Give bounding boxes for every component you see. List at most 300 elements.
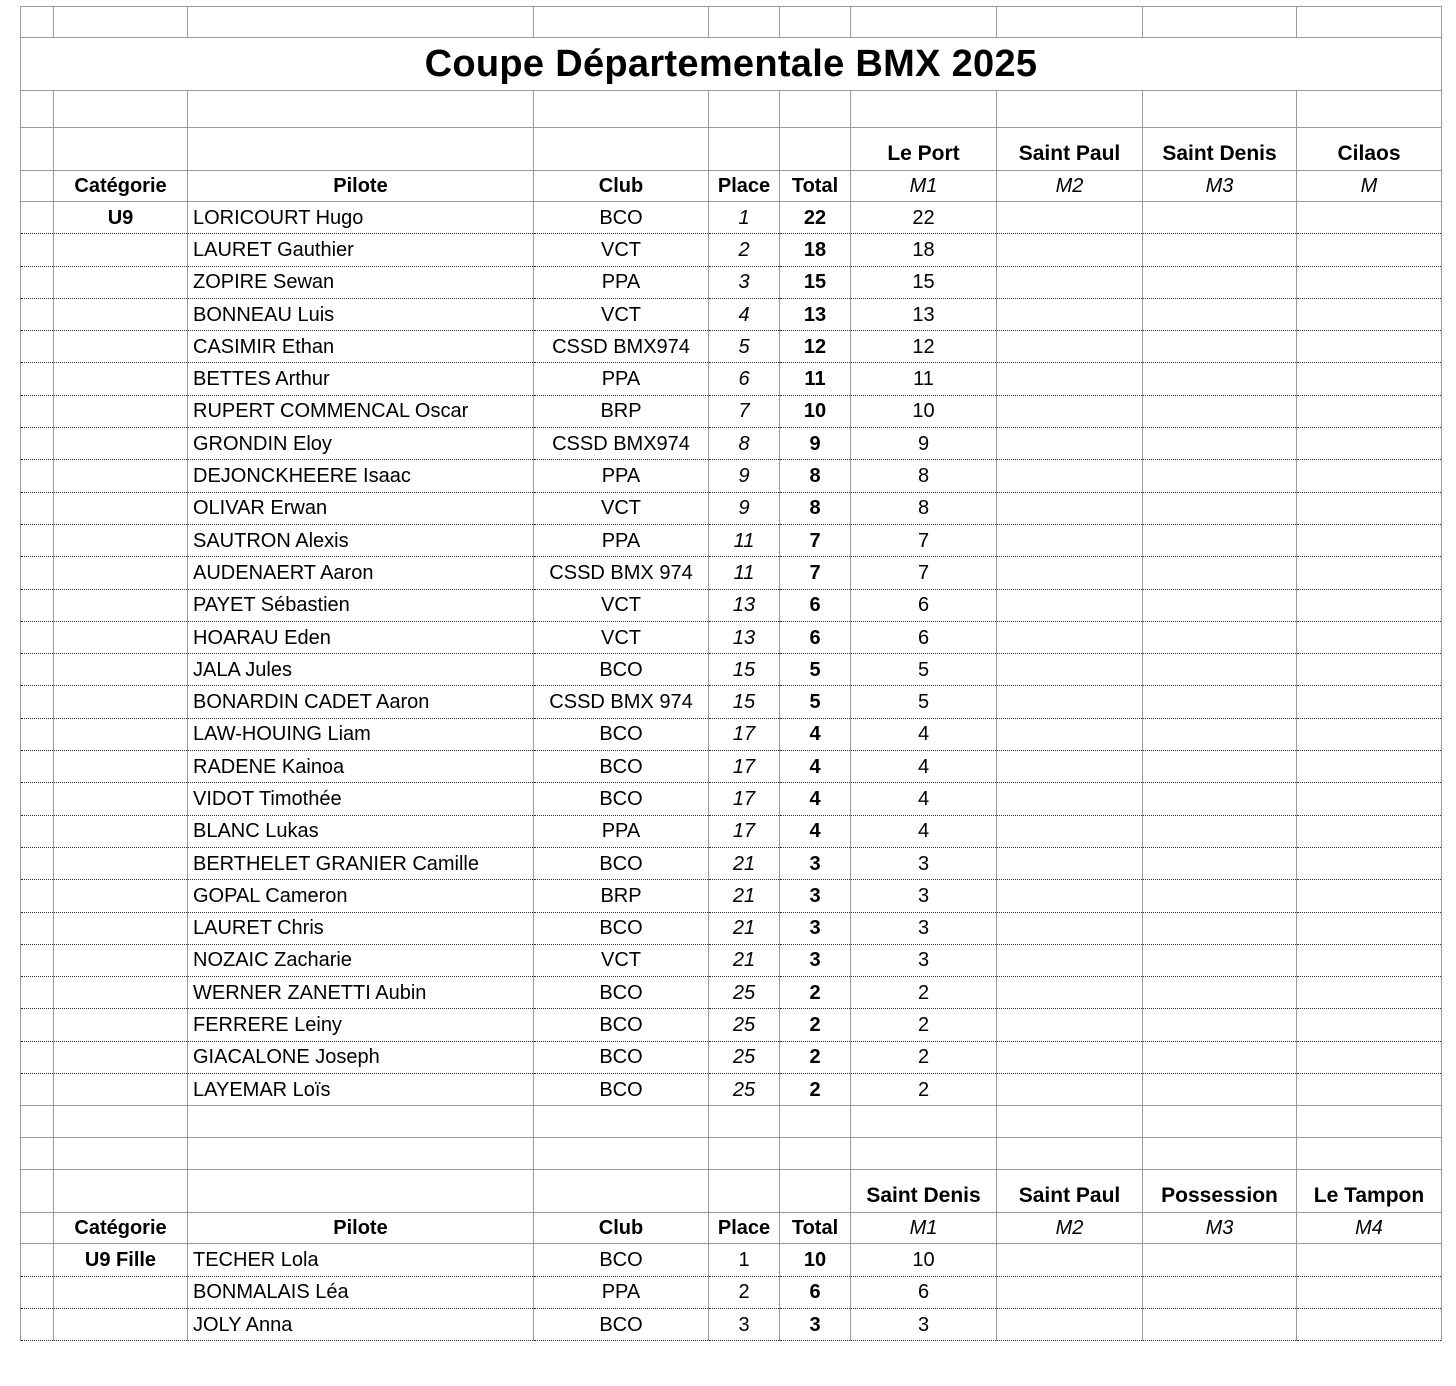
m2-cell[interactable]: [997, 460, 1143, 492]
pilote-cell[interactable]: RADENE Kainoa: [188, 751, 534, 783]
m2-cell[interactable]: [997, 202, 1143, 234]
m1-cell[interactable]: 4: [851, 751, 997, 783]
club-cell[interactable]: BCO: [534, 1244, 709, 1276]
club-cell[interactable]: VCT: [534, 621, 709, 653]
empty-cell[interactable]: [21, 7, 54, 38]
m3-cell[interactable]: [1143, 524, 1297, 556]
total-cell[interactable]: 3: [780, 1308, 851, 1340]
m1-cell[interactable]: 22: [851, 202, 997, 234]
m2-cell[interactable]: [997, 557, 1143, 589]
m2-cell[interactable]: [997, 1009, 1143, 1041]
empty-cell[interactable]: [709, 91, 780, 128]
empty-cell[interactable]: [709, 1170, 780, 1213]
category-cell[interactable]: U9: [54, 202, 188, 234]
empty-cell[interactable]: [21, 91, 54, 128]
total-cell[interactable]: 5: [780, 686, 851, 718]
club-cell[interactable]: BCO: [534, 1074, 709, 1106]
pilote-cell[interactable]: HOARAU Eden: [188, 621, 534, 653]
pilote-cell[interactable]: BERTHELET GRANIER Camille: [188, 847, 534, 879]
empty-cell[interactable]: [21, 1041, 54, 1073]
total-cell[interactable]: 18: [780, 234, 851, 266]
club-cell[interactable]: PPA: [534, 815, 709, 847]
m1-cell[interactable]: 8: [851, 492, 997, 524]
pilote-cell[interactable]: ZOPIRE Sewan: [188, 266, 534, 298]
total-cell[interactable]: 4: [780, 718, 851, 750]
empty-cell[interactable]: [21, 912, 54, 944]
empty-cell[interactable]: [709, 1138, 780, 1170]
m4-cell[interactable]: [1297, 944, 1442, 976]
total-cell[interactable]: 4: [780, 751, 851, 783]
m4-cell[interactable]: [1297, 460, 1442, 492]
m2-cell[interactable]: [997, 266, 1143, 298]
manche-label[interactable]: M2: [997, 171, 1143, 202]
category-cell[interactable]: [54, 1074, 188, 1106]
place-cell[interactable]: 2: [709, 1276, 780, 1308]
m2-cell[interactable]: [997, 912, 1143, 944]
category-cell[interactable]: U9 Fille: [54, 1244, 188, 1276]
empty-cell[interactable]: [780, 91, 851, 128]
empty-cell[interactable]: [21, 1244, 54, 1276]
empty-cell[interactable]: [188, 128, 534, 171]
place-cell[interactable]: 25: [709, 1074, 780, 1106]
empty-cell[interactable]: [54, 128, 188, 171]
empty-cell[interactable]: [54, 1138, 188, 1170]
total-cell[interactable]: 2: [780, 977, 851, 1009]
empty-cell[interactable]: [21, 202, 54, 234]
category-cell[interactable]: [54, 492, 188, 524]
m1-cell[interactable]: 7: [851, 557, 997, 589]
category-cell[interactable]: [54, 847, 188, 879]
header-pilote[interactable]: Pilote: [188, 171, 534, 202]
place-cell[interactable]: 15: [709, 686, 780, 718]
manche-label[interactable]: M1: [851, 171, 997, 202]
race-name[interactable]: Saint Paul: [997, 1170, 1143, 1213]
empty-cell[interactable]: [54, 7, 188, 38]
m4-cell[interactable]: [1297, 912, 1442, 944]
m3-cell[interactable]: [1143, 654, 1297, 686]
club-cell[interactable]: PPA: [534, 460, 709, 492]
m1-cell[interactable]: 9: [851, 428, 997, 460]
m3-cell[interactable]: [1143, 202, 1297, 234]
m4-cell[interactable]: [1297, 266, 1442, 298]
place-cell[interactable]: 1: [709, 1244, 780, 1276]
empty-cell[interactable]: [21, 331, 54, 363]
club-cell[interactable]: BCO: [534, 912, 709, 944]
m2-cell[interactable]: [997, 944, 1143, 976]
pilote-cell[interactable]: RUPERT COMMENCAL Oscar: [188, 395, 534, 427]
m3-cell[interactable]: [1143, 557, 1297, 589]
empty-cell[interactable]: [21, 944, 54, 976]
race-name[interactable]: Saint Denis: [1143, 128, 1297, 171]
m1-cell[interactable]: 15: [851, 266, 997, 298]
category-cell[interactable]: [54, 234, 188, 266]
empty-cell[interactable]: [21, 395, 54, 427]
m4-cell[interactable]: [1297, 847, 1442, 879]
total-cell[interactable]: 7: [780, 524, 851, 556]
place-cell[interactable]: 17: [709, 783, 780, 815]
place-cell[interactable]: 25: [709, 977, 780, 1009]
m3-cell[interactable]: [1143, 621, 1297, 653]
m1-cell[interactable]: 3: [851, 880, 997, 912]
m3-cell[interactable]: [1143, 1041, 1297, 1073]
m4-cell[interactable]: [1297, 686, 1442, 718]
race-name[interactable]: Le Port: [851, 128, 997, 171]
club-cell[interactable]: VCT: [534, 234, 709, 266]
header-pilote[interactable]: Pilote: [188, 1213, 534, 1244]
pilote-cell[interactable]: LAURET Gauthier: [188, 234, 534, 266]
category-cell[interactable]: [54, 557, 188, 589]
empty-cell[interactable]: [21, 1106, 54, 1138]
header-total[interactable]: Total: [780, 171, 851, 202]
m1-cell[interactable]: 6: [851, 621, 997, 653]
pilote-cell[interactable]: GOPAL Cameron: [188, 880, 534, 912]
m4-cell[interactable]: [1297, 331, 1442, 363]
pilote-cell[interactable]: GRONDIN Eloy: [188, 428, 534, 460]
pilote-cell[interactable]: LORICOURT Hugo: [188, 202, 534, 234]
pilote-cell[interactable]: BONARDIN CADET Aaron: [188, 686, 534, 718]
category-cell[interactable]: [54, 621, 188, 653]
empty-cell[interactable]: [534, 1170, 709, 1213]
m2-cell[interactable]: [997, 1041, 1143, 1073]
m2-cell[interactable]: [997, 783, 1143, 815]
m3-cell[interactable]: [1143, 718, 1297, 750]
m1-cell[interactable]: 12: [851, 331, 997, 363]
total-cell[interactable]: 22: [780, 202, 851, 234]
m3-cell[interactable]: [1143, 460, 1297, 492]
category-cell[interactable]: [54, 654, 188, 686]
empty-cell[interactable]: [780, 1170, 851, 1213]
empty-cell[interactable]: [21, 1170, 54, 1213]
m4-cell[interactable]: [1297, 363, 1442, 395]
m3-cell[interactable]: [1143, 751, 1297, 783]
empty-cell[interactable]: [1297, 1138, 1442, 1170]
category-cell[interactable]: [54, 1041, 188, 1073]
category-cell[interactable]: [54, 524, 188, 556]
empty-cell[interactable]: [1297, 1106, 1442, 1138]
m1-cell[interactable]: 4: [851, 815, 997, 847]
club-cell[interactable]: CSSD BMX974: [534, 331, 709, 363]
total-cell[interactable]: 3: [780, 880, 851, 912]
total-cell[interactable]: 9: [780, 428, 851, 460]
pilote-cell[interactable]: DEJONCKHEERE Isaac: [188, 460, 534, 492]
empty-cell[interactable]: [21, 880, 54, 912]
m1-cell[interactable]: 5: [851, 654, 997, 686]
empty-cell[interactable]: [1297, 7, 1442, 38]
m3-cell[interactable]: [1143, 1308, 1297, 1340]
total-cell[interactable]: 3: [780, 912, 851, 944]
place-cell[interactable]: 3: [709, 1308, 780, 1340]
empty-cell[interactable]: [21, 1308, 54, 1340]
total-cell[interactable]: 15: [780, 266, 851, 298]
total-cell[interactable]: 7: [780, 557, 851, 589]
pilote-cell[interactable]: WERNER ZANETTI Aubin: [188, 977, 534, 1009]
empty-cell[interactable]: [534, 1138, 709, 1170]
m1-cell[interactable]: 8: [851, 460, 997, 492]
empty-cell[interactable]: [21, 977, 54, 1009]
club-cell[interactable]: BCO: [534, 783, 709, 815]
total-cell[interactable]: 6: [780, 1276, 851, 1308]
m4-cell[interactable]: [1297, 621, 1442, 653]
m2-cell[interactable]: [997, 621, 1143, 653]
place-cell[interactable]: 17: [709, 751, 780, 783]
category-cell[interactable]: [54, 686, 188, 718]
pilote-cell[interactable]: SAUTRON Alexis: [188, 524, 534, 556]
m2-cell[interactable]: [997, 234, 1143, 266]
m2-cell[interactable]: [997, 331, 1143, 363]
category-cell[interactable]: [54, 266, 188, 298]
m4-cell[interactable]: [1297, 718, 1442, 750]
club-cell[interactable]: CSSD BMX 974: [534, 557, 709, 589]
pilote-cell[interactable]: AUDENAERT Aaron: [188, 557, 534, 589]
m4-cell[interactable]: [1297, 298, 1442, 330]
empty-cell[interactable]: [851, 91, 997, 128]
manche-label[interactable]: M4: [1297, 1213, 1442, 1244]
m4-cell[interactable]: [1297, 428, 1442, 460]
m3-cell[interactable]: [1143, 1074, 1297, 1106]
header-place[interactable]: Place: [709, 1213, 780, 1244]
category-cell[interactable]: [54, 1308, 188, 1340]
m4-cell[interactable]: [1297, 1244, 1442, 1276]
empty-cell[interactable]: [709, 1106, 780, 1138]
m3-cell[interactable]: [1143, 589, 1297, 621]
place-cell[interactable]: 4: [709, 298, 780, 330]
place-cell[interactable]: 3: [709, 266, 780, 298]
m2-cell[interactable]: [997, 751, 1143, 783]
empty-cell[interactable]: [21, 686, 54, 718]
m1-cell[interactable]: 2: [851, 1074, 997, 1106]
pilote-cell[interactable]: JOLY Anna: [188, 1308, 534, 1340]
empty-cell[interactable]: [1143, 1106, 1297, 1138]
pilote-cell[interactable]: OLIVAR Erwan: [188, 492, 534, 524]
empty-cell[interactable]: [1143, 1138, 1297, 1170]
empty-cell[interactable]: [21, 1213, 54, 1244]
manche-label[interactable]: M2: [997, 1213, 1143, 1244]
place-cell[interactable]: 9: [709, 492, 780, 524]
empty-cell[interactable]: [21, 589, 54, 621]
place-cell[interactable]: 13: [709, 589, 780, 621]
m2-cell[interactable]: [997, 395, 1143, 427]
m1-cell[interactable]: 5: [851, 686, 997, 718]
m2-cell[interactable]: [997, 298, 1143, 330]
total-cell[interactable]: 6: [780, 621, 851, 653]
empty-cell[interactable]: [780, 128, 851, 171]
m4-cell[interactable]: [1297, 202, 1442, 234]
club-cell[interactable]: VCT: [534, 589, 709, 621]
m3-cell[interactable]: [1143, 815, 1297, 847]
place-cell[interactable]: 6: [709, 363, 780, 395]
m2-cell[interactable]: [997, 847, 1143, 879]
club-cell[interactable]: CSSD BMX 974: [534, 686, 709, 718]
place-cell[interactable]: 15: [709, 654, 780, 686]
club-cell[interactable]: BCO: [534, 654, 709, 686]
empty-cell[interactable]: [21, 298, 54, 330]
place-cell[interactable]: 9: [709, 460, 780, 492]
place-cell[interactable]: 11: [709, 557, 780, 589]
m1-cell[interactable]: 10: [851, 395, 997, 427]
m3-cell[interactable]: [1143, 363, 1297, 395]
empty-cell[interactable]: [21, 1138, 54, 1170]
category-cell[interactable]: [54, 331, 188, 363]
pilote-cell[interactable]: TECHER Lola: [188, 1244, 534, 1276]
club-cell[interactable]: BCO: [534, 1308, 709, 1340]
m2-cell[interactable]: [997, 492, 1143, 524]
m3-cell[interactable]: [1143, 880, 1297, 912]
total-cell[interactable]: 5: [780, 654, 851, 686]
m1-cell[interactable]: 2: [851, 1009, 997, 1041]
empty-cell[interactable]: [534, 1106, 709, 1138]
m3-cell[interactable]: [1143, 912, 1297, 944]
m3-cell[interactable]: [1143, 266, 1297, 298]
club-cell[interactable]: BCO: [534, 751, 709, 783]
club-cell[interactable]: BCO: [534, 202, 709, 234]
empty-cell[interactable]: [1143, 91, 1297, 128]
race-name[interactable]: Saint Paul: [997, 128, 1143, 171]
manche-label[interactable]: M1: [851, 1213, 997, 1244]
header-place[interactable]: Place: [709, 171, 780, 202]
m3-cell[interactable]: [1143, 395, 1297, 427]
category-cell[interactable]: [54, 880, 188, 912]
m1-cell[interactable]: 13: [851, 298, 997, 330]
m1-cell[interactable]: 2: [851, 1041, 997, 1073]
header-categorie[interactable]: Catégorie: [54, 1213, 188, 1244]
empty-cell[interactable]: [188, 1106, 534, 1138]
page-title[interactable]: Coupe Départementale BMX 2025: [21, 38, 1442, 91]
pilote-cell[interactable]: BLANC Lukas: [188, 815, 534, 847]
category-cell[interactable]: [54, 783, 188, 815]
m4-cell[interactable]: [1297, 880, 1442, 912]
club-cell[interactable]: PPA: [534, 1276, 709, 1308]
m2-cell[interactable]: [997, 686, 1143, 718]
m3-cell[interactable]: [1143, 492, 1297, 524]
club-cell[interactable]: BRP: [534, 395, 709, 427]
m4-cell[interactable]: [1297, 783, 1442, 815]
category-cell[interactable]: [54, 944, 188, 976]
category-cell[interactable]: [54, 428, 188, 460]
place-cell[interactable]: 8: [709, 428, 780, 460]
empty-cell[interactable]: [21, 524, 54, 556]
empty-cell[interactable]: [1297, 91, 1442, 128]
empty-cell[interactable]: [997, 1106, 1143, 1138]
m2-cell[interactable]: [997, 718, 1143, 750]
m1-cell[interactable]: 10: [851, 1244, 997, 1276]
m1-cell[interactable]: 11: [851, 363, 997, 395]
m1-cell[interactable]: 3: [851, 847, 997, 879]
m4-cell[interactable]: [1297, 1308, 1442, 1340]
category-cell[interactable]: [54, 460, 188, 492]
m4-cell[interactable]: [1297, 524, 1442, 556]
club-cell[interactable]: BRP: [534, 880, 709, 912]
club-cell[interactable]: VCT: [534, 298, 709, 330]
empty-cell[interactable]: [21, 460, 54, 492]
pilote-cell[interactable]: LAURET Chris: [188, 912, 534, 944]
club-cell[interactable]: BCO: [534, 1041, 709, 1073]
total-cell[interactable]: 10: [780, 395, 851, 427]
empty-cell[interactable]: [54, 91, 188, 128]
category-cell[interactable]: [54, 1276, 188, 1308]
m3-cell[interactable]: [1143, 1276, 1297, 1308]
club-cell[interactable]: BCO: [534, 718, 709, 750]
category-cell[interactable]: [54, 718, 188, 750]
place-cell[interactable]: 25: [709, 1041, 780, 1073]
empty-cell[interactable]: [21, 428, 54, 460]
pilote-cell[interactable]: VIDOT Timothée: [188, 783, 534, 815]
manche-label[interactable]: M3: [1143, 1213, 1297, 1244]
empty-cell[interactable]: [21, 171, 54, 202]
m4-cell[interactable]: [1297, 395, 1442, 427]
empty-cell[interactable]: [21, 234, 54, 266]
m4-cell[interactable]: [1297, 1041, 1442, 1073]
m1-cell[interactable]: 3: [851, 912, 997, 944]
empty-cell[interactable]: [21, 783, 54, 815]
club-cell[interactable]: PPA: [534, 363, 709, 395]
header-club[interactable]: Club: [534, 171, 709, 202]
category-cell[interactable]: [54, 298, 188, 330]
m3-cell[interactable]: [1143, 847, 1297, 879]
empty-cell[interactable]: [21, 363, 54, 395]
club-cell[interactable]: PPA: [534, 524, 709, 556]
club-cell[interactable]: VCT: [534, 492, 709, 524]
m3-cell[interactable]: [1143, 977, 1297, 1009]
m1-cell[interactable]: 4: [851, 718, 997, 750]
empty-cell[interactable]: [21, 128, 54, 171]
pilote-cell[interactable]: FERRERE Leiny: [188, 1009, 534, 1041]
m4-cell[interactable]: [1297, 815, 1442, 847]
pilote-cell[interactable]: CASIMIR Ethan: [188, 331, 534, 363]
empty-cell[interactable]: [21, 718, 54, 750]
empty-cell[interactable]: [21, 847, 54, 879]
total-cell[interactable]: 3: [780, 944, 851, 976]
empty-cell[interactable]: [54, 1106, 188, 1138]
m1-cell[interactable]: 2: [851, 977, 997, 1009]
m2-cell[interactable]: [997, 363, 1143, 395]
empty-cell[interactable]: [1143, 7, 1297, 38]
m3-cell[interactable]: [1143, 783, 1297, 815]
category-cell[interactable]: [54, 751, 188, 783]
m1-cell[interactable]: 3: [851, 1308, 997, 1340]
category-cell[interactable]: [54, 1009, 188, 1041]
m4-cell[interactable]: [1297, 234, 1442, 266]
place-cell[interactable]: 17: [709, 815, 780, 847]
empty-cell[interactable]: [21, 492, 54, 524]
category-cell[interactable]: [54, 395, 188, 427]
m2-cell[interactable]: [997, 977, 1143, 1009]
empty-cell[interactable]: [21, 751, 54, 783]
race-name[interactable]: Le Tampon: [1297, 1170, 1442, 1213]
empty-cell[interactable]: [851, 1106, 997, 1138]
pilote-cell[interactable]: JALA Jules: [188, 654, 534, 686]
total-cell[interactable]: 13: [780, 298, 851, 330]
place-cell[interactable]: 5: [709, 331, 780, 363]
m2-cell[interactable]: [997, 654, 1143, 686]
m1-cell[interactable]: 3: [851, 944, 997, 976]
m2-cell[interactable]: [997, 1244, 1143, 1276]
place-cell[interactable]: 11: [709, 524, 780, 556]
m4-cell[interactable]: [1297, 977, 1442, 1009]
m3-cell[interactable]: [1143, 331, 1297, 363]
place-cell[interactable]: 7: [709, 395, 780, 427]
club-cell[interactable]: BCO: [534, 977, 709, 1009]
total-cell[interactable]: 2: [780, 1074, 851, 1106]
m2-cell[interactable]: [997, 1074, 1143, 1106]
total-cell[interactable]: 12: [780, 331, 851, 363]
empty-cell[interactable]: [780, 1106, 851, 1138]
m1-cell[interactable]: 6: [851, 1276, 997, 1308]
pilote-cell[interactable]: PAYET Sébastien: [188, 589, 534, 621]
pilote-cell[interactable]: BETTES Arthur: [188, 363, 534, 395]
total-cell[interactable]: 4: [780, 815, 851, 847]
race-name[interactable]: Saint Denis: [851, 1170, 997, 1213]
header-total[interactable]: Total: [780, 1213, 851, 1244]
